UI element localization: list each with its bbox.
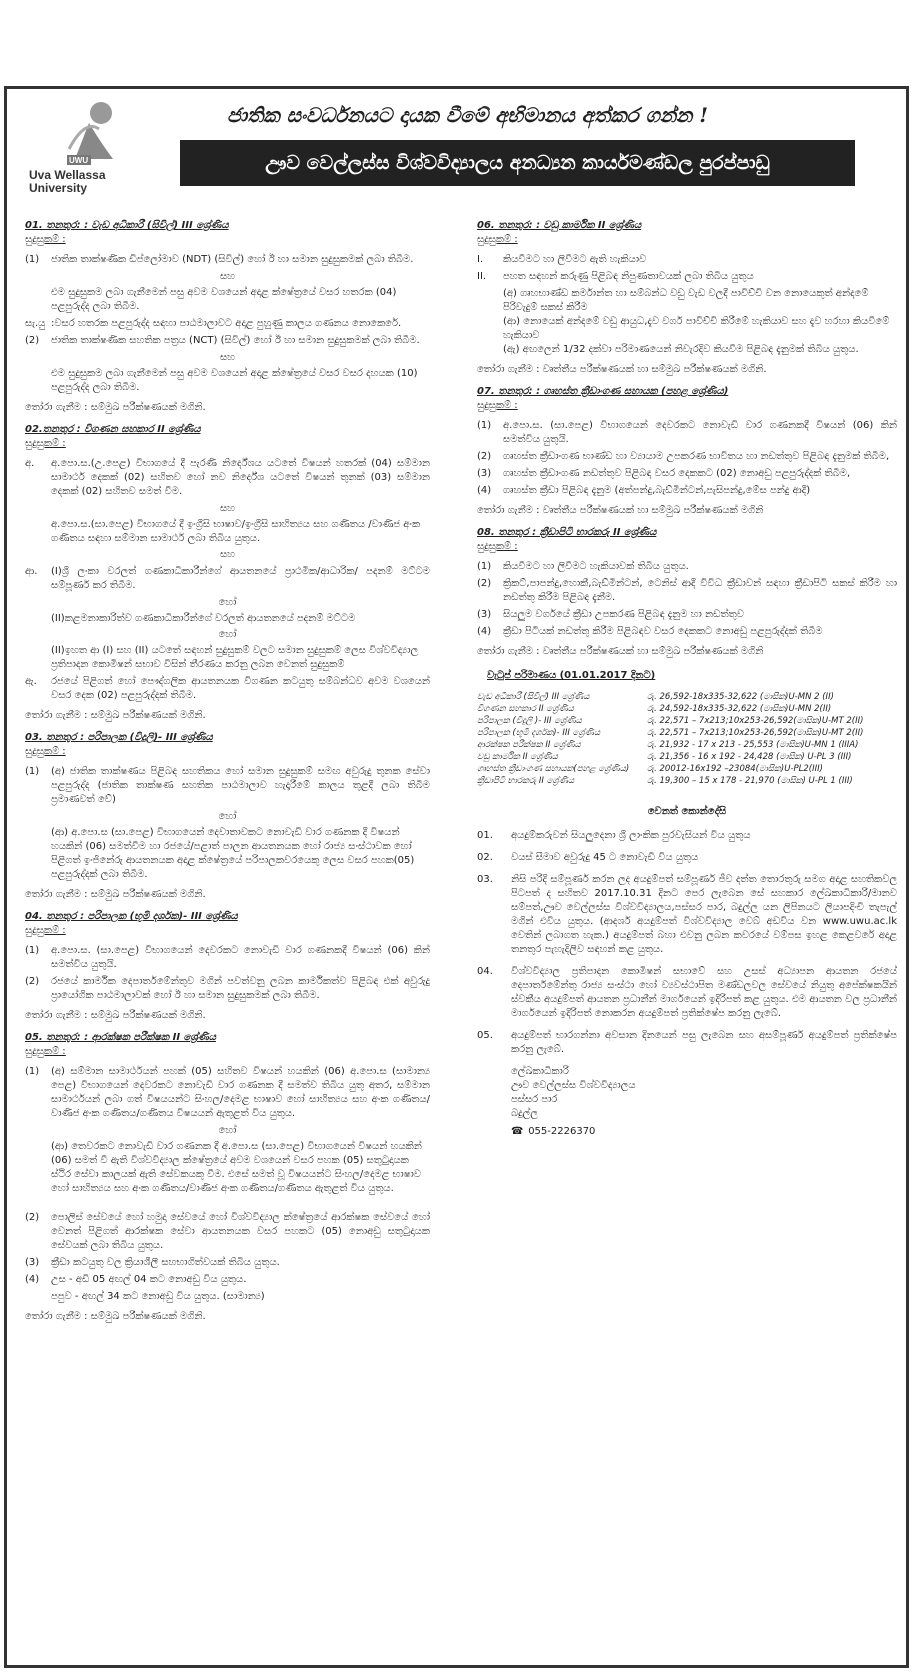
vacancy-section [25, 910, 430, 1023]
condition-item [477, 851, 897, 865]
condition-text: නිසි පරිදි සම්පූර්ණ කරන ලද අයදුම්පත් සම්පූර්ණ ජීව දත්ත තොරතුරු සමග අදාළ සහතිකවල පිටපත් ද සහිතව 2017.10.31 දිනට පෙර ලැබෙන සේ සහකාර ලේඛකාධිකාරි/මානව සම්පත්,ඌව වෙල්ලස්ස විශ්වවිද්‍යාලය,පස්සර පාර, බදුල්ල යන ලිපිනයට ලියාපදිංචි තැපැල් මගින් එවිය යුතුය. (ආදර්ශ අයදුම්පත් විශ්වවිද්‍යාල වෙබ් අඩවිය වන www.uwu.ac.lk වෙතින් ලබාගත හැක.) අයදුම්පත් බහා එවනු ලබන කවරයේ වම්පස ඉහළ කෙළවරේ අදාළ තනතුර පැහැදිලිව සඳහන් කළ යුතුය. [511, 874, 897, 955]
item-number: (4) [477, 485, 492, 496]
vacancy-section [477, 385, 897, 518]
item-text: ක්‍රීඩා කටයුතු වල ක්‍රියාශීලී සහභාගිත්වයක් තිබිය යුතුය. [51, 1257, 280, 1268]
condition-number: 05. [477, 1030, 493, 1041]
qualifications-label: සුදුසුකම් : [25, 234, 66, 245]
salary-post: ආරක්ෂක පරීක්ෂක II ශ්‍රේණිය [477, 740, 581, 750]
qualification-item [25, 675, 430, 703]
selection-method: තෝරා ගැනීම : වෘත්තීය පරීක්ෂණයක් හා සම්මුඛ පරීක්ෂණයක් මගිනි. [477, 364, 767, 375]
item-text: කියවීමට හා ලිවීමට හැකියාවක් තිබිය යුතුය. [503, 561, 689, 572]
item-text: ගෘහස්ත ක්‍රීඩා පිළිබඳ දැනුම (අත්පන්දු,බැඩ්මින්ටන්,පැසිපන්දු,මේස පන්දු ආදී) [503, 485, 811, 496]
item-text: අ.පො.ස. (සා.පෙළ) විභාගයෙන් දෙවරකට නොවැඩි වාර ගණනකදී විෂයන් (06) කින් සමත්විය යුතුයි. [503, 420, 897, 445]
conjunction: හෝ [218, 629, 237, 640]
salary-row [477, 763, 897, 775]
section-title: 08. තනතුර : ක්‍රීඩාපිටි භාරකරු II ශ්‍රේණිය [477, 527, 657, 538]
item-text: (අ) ජාතික තාක්ෂණය පිළිබඳ සහතිකය හෝ සමාන සුදුසුකම් සමඟ අවුරුදු තුනක සේවා පළපුරුද්ද (ජාතික තාක්ෂණ සහතික පාඨමාලාව හැදෑරීමේ කාලය තුළදී ලබා තිබීම ප්‍රමාණවත් වේ) [51, 766, 430, 805]
salary-row [477, 703, 897, 715]
address-block [511, 1065, 897, 1121]
qualification-item [477, 467, 897, 481]
logo-mark: UWU [69, 156, 89, 165]
item-number: (1) [25, 254, 40, 265]
salary-row [477, 691, 897, 703]
qualification-item [477, 484, 897, 498]
qualifications-label: සුදුසුකම් : [25, 1046, 66, 1057]
salary-table [477, 691, 897, 787]
other-conditions-list [477, 829, 897, 1057]
vacancy-section [25, 731, 430, 902]
qualification-item [25, 975, 430, 1003]
left-column [25, 219, 430, 1332]
qualifications-label: සුදුසුකම් : [477, 400, 518, 411]
qualifications-label: සුදුසුකම් : [477, 541, 518, 552]
sub-clause: (II)ඉහත ආ (I) සහ (II) යටතේ සඳහන් සුදුසුකම් වලට සමාන සුදුසුකම් ලෙස විශ්වවිද්‍යාල ප්‍රතිපාදන කොමිෂන් සභාව විසින් තීරණය කරනු ලබන වෙනත් සුදුසුකම් [51, 645, 419, 670]
section-title: 06. තනතුර: : වඩු කාර්මික II ශ්‍රේණිය [477, 220, 642, 231]
address-line: පස්සර පාර [511, 1094, 558, 1105]
item-number: ඇ. [25, 676, 37, 687]
sub-clause: (ඇ) අඟලෙන් 1/32 දක්වා පරිමාණයෙන් නිවැරදිව කියවීම පිළිබඳ දැනුමක් තිබිය යුතුය. [503, 344, 859, 355]
item-text: පොලිස් සේවයේ හෝ හමුදා සේවයේ හෝ විශ්වවිද්‍යාල ක්ෂේත්‍රයේ ආරක්ෂක සේවයේ හෝ වෙනත් පිළිගත් ආරක්ෂක සේවා ආයතනයක වසර පහකට (05) නොඅඩු සතුටුදායක සේවයක් ලබා තිබිය යුතුය. [51, 1212, 430, 1251]
selection-method: තෝරා ගැනීම : වෘත්තීය පරීක්ෂණයක් හා සම්මුඛ පරීක්ෂණයක් මගිනි [477, 646, 764, 657]
item-text: උස - අඩි 05 අඟල් 04 කට නොඅඩු විය යුතුය. [51, 1274, 247, 1285]
university-name: Uva Wellassa University [29, 168, 106, 195]
conjunction: හෝ [218, 597, 237, 608]
item-text: රජයේ පිළිගත් හෝ පෞද්ගලික ආයතනයක විගණන කටයුතු සම්බන්ධව අවම වශයෙන් වසර දෙක (02) පළපුරුද්දක් තිබීම. [51, 676, 430, 701]
qualification-item [477, 625, 897, 639]
item-number: (1) [477, 561, 492, 572]
condition-number: 02. [477, 852, 493, 863]
item-number: (1) [25, 766, 40, 777]
item-number: අ. [25, 458, 35, 469]
salary-post: පරිපාලක (භූමි දර්ශක)- III ශ්‍රේණිය [477, 728, 601, 738]
slogan: ජාතික සංවර්ධනයට දායක වීමේ අභිමානය අත්කර ගන්න ! [227, 103, 709, 127]
item-number: සැ.යු [25, 318, 46, 329]
condition-item [477, 965, 897, 1021]
qualification-item [477, 253, 897, 267]
telephone-icon: ☎ [511, 1126, 524, 1137]
sub-clause: (අ) ගෘහභාණ්ඩ කර්මාන්ත හා සම්බන්ධ වඩු වැඩ වලදී පාවිච්චි වන නොයෙකුත් අන්දමේ පිරිවැදුම් සකස් කිරීම [503, 288, 869, 313]
condition-item [477, 829, 897, 843]
item-number: I. [477, 254, 484, 265]
sub-clause: (ආ) තෙවරකට නොවැඩි වාර ගණනක දී අ.පො.ස (සා.පෙළ) විභාගයෙන් විෂයන් හයකින් (06) සමත් වී ඇති විශ්වවිද්‍යාල ක්ෂේත්‍රයේ අවම වශයෙන් වසර පහක (05) සතුටුදායක ස්ථිර සේවා කාලයක් ඇති සේවකයකු වීම. එසේ සමත් වූ විෂයයන්ට සිංහල/දෙමළ භාෂාව හෝ සාහිත්‍යය සහ අංක ගණිතය/වාණිජ අංක ගණිතය/ගණිතය ඇතුළත් විය යුතුය. [51, 1141, 422, 1194]
qualification-item [25, 317, 430, 331]
item-text: අ.පො.ස.(උ.පෙළ) විභාගයේ දී පැරණි නිර්දේශය යටතේ විෂයන් හතරක් (04) සම්මාන සාමාර්ථ දෙකක් (02) සහිතව හෝ නව නිර්දේශ යටතේ විෂයන් තුනක් (03) සම්මාන දෙකක් (02) සහිතව සමත් වීම. [51, 458, 430, 497]
salary-title: වැටුප් පරිමාණය (01.01.2017 දිනට) [487, 670, 656, 681]
qualification-item [25, 765, 430, 807]
qualification-item [25, 1065, 430, 1121]
conjunction: සහ [219, 549, 236, 560]
advertisement-frame [4, 86, 909, 1668]
item-number: (2) [25, 1212, 40, 1223]
vacancy-section [25, 423, 430, 723]
qualification-item [25, 1211, 430, 1253]
qualification-item [477, 270, 897, 284]
sub-clause: (ආ) අ.පො.ස (සා.පෙළ) විභාගයෙන් දෙවාතාවකට නොවැඩි වාර ගණනක දී විෂයන් හයකින් (06) සමත්වීම හා රජයේ/පළාත් පාලන ආයතනයක හෝ රාජ්‍ය සංස්ථාවක හෝ පිළිගත් ඉංජිනේරු ආයතනයක අදාළ ක්ෂේත්‍රයේ පරිපාලකවරයෙකු ලෙස වසර පහක(05) පළපුරුද්දක් ලබා තිබීම. [51, 827, 415, 880]
qualifications-label: සුදුසුකම් : [477, 234, 518, 245]
vacancy-section [25, 1031, 430, 1324]
vacancy-section [477, 219, 897, 377]
item-text: ජාතික තාක්ෂණික සහතික පත්‍රය (NCT) (සිවිල්) හෝ ඊ හා සමාන සුදුසුකමක් ලබා තිබීම. [51, 335, 420, 346]
salary-scale: රු. 19,300 – 15 x 178 - 21,970 (මාසික) U-PL 1 (III) [647, 776, 853, 786]
phone-number: 055-2226370 [528, 1126, 596, 1137]
address-line: ඌව වෙල්ලස්ස විශ්වවිද්‍යාලය [511, 1080, 636, 1091]
item-text: ක්‍රිකට්,පාපන්දු,හොකී,බැඩ්මින්ටන්, ටෙනිස් ආදී විවිධ ක්‍රීඩාවන් සඳහා ක්‍රීඩාපිටි සකස් කිරීම හා නඩත්තු කිරීම පිළිබඳ දැනීම. [503, 578, 897, 603]
qualifications-label: සුදුසුකම් : [25, 438, 66, 449]
item-number: ආ. [25, 566, 38, 577]
qualification-item [25, 565, 430, 593]
condition-text: වයස් සීමාව අවුරුදු 45 ට නොවැඩි විය යුතුය [511, 852, 699, 863]
university-emblem-icon [65, 99, 123, 165]
item-number: (3) [25, 1257, 40, 1268]
salary-scale: රු. 20012-16x192 –23084(මාසික)U-PL2(III) [647, 764, 823, 774]
vacancy-section [477, 526, 897, 659]
salary-scale: රු. 22,571 – 7x213;10x253-26,592(මාසික)U-MT 2(II) [647, 716, 864, 726]
sub-clause: (ආ) නොයෙක් අන්දමේ වඩු ආයුධ,දැව වර්ග පාවිච්චි කිරීමේ හැකියාව සහ දැව හරහා කියවීමේ හැකියාව [503, 316, 890, 341]
item-number: (2) [477, 578, 492, 589]
selection-method: තෝරා ගැනීම : වෘත්තීය පරීක්ෂණයක් හා සම්මුඛ පරීක්ෂණයක් මගිනි [477, 505, 764, 516]
qualification-item [477, 450, 897, 464]
item-number: (2) [477, 451, 492, 462]
item-text: (I)ශ්‍රී ලංකා වරලත් ගණකාධිකාරීන්ගේ ආයතනයේ ප්‍රාථමික/ආධාරික/ පදනම් මට්ටම සම්පූර්ණ කර තිබීම. [51, 566, 430, 591]
qualification-item [477, 560, 897, 574]
item-text: කියවීමට හා ලිවීමට ඇති හැකියාව [503, 254, 647, 265]
conjunction: හෝ [218, 1125, 237, 1136]
section-title: 04. තනතුර : පරිපාලක (භූමි දර්ශක)- III ශ්‍රේණිය [25, 911, 238, 922]
vacancy-banner: ඌව වෙල්ලස්ස විශ්වවිද්‍යාලය අනධ්‍යන කාර්යමණ්ඩල පුරප්පාඩු [180, 140, 855, 186]
item-number: (2) [25, 976, 40, 987]
salary-row [477, 715, 897, 727]
condition-text: අයදුම්පත් භාරගන්නා අවසාන දිනයෙන් පසු ලැබෙන සහ අසම්පූර්ණ අයදුම්පත් ප්‍රතික්ෂේප කරනු ලැබේ. [511, 1030, 897, 1055]
item-text: ජාතික තාක්ෂණික ඩිප්ලෝමාව (NDT) (සිවිල්) හෝ ඊ හා සමාන සුදුසුකමක් ලබා තිබීම. [51, 254, 414, 265]
conjunction: සහ [219, 503, 236, 514]
item-number: (1) [25, 1066, 40, 1077]
salary-row [477, 727, 897, 739]
salary-post: වැඩ අධිකාරී (සිවිල්) III ශ්‍රේණිය [477, 692, 590, 702]
salary-post: පරිපාලක (විදුලි )- III ශ්‍රේණිය [477, 716, 582, 726]
salary-row [477, 739, 897, 751]
salary-row [477, 751, 897, 763]
item-number: (4) [25, 1274, 40, 1285]
item-text: ගෘහස්ත ක්‍රීඩාංගණ භාණ්ඩ හා ව්‍යායාම උපකරණ භාවිතය හා නඩත්තුව පිළිබඳ දැනුමක් තිබීම, [503, 451, 890, 462]
qualification-item [477, 577, 897, 605]
sub-clause: අ.පො.ස.(සා.පෙළ) විභාගයේ දී ඉංග්‍රීසි භාෂාව/ඉංග්‍රීසි සාහිත්‍යය සහ ගණිතය /වාණිජ අංක ගණිතය සඳහා සම්මාන සාමාර්ථ ලබා තිබිය යුතුය. [51, 519, 421, 544]
salary-scale: රු. 26,592-18x335-32,622 (මාසික)U-MN 2 (II) [647, 692, 834, 702]
conjunction: සහ [219, 352, 236, 363]
section-title: 03. තනතුර : පරිපාලක (විදුලි)- III ශ්‍රේණිය [25, 732, 213, 743]
item-text: :වසර හතරක පළපුරුද්ද සඳහා පාඨමාලාවට අදාළ පුහුණු කාලය ගණනය නොකෙරේ. [51, 318, 402, 329]
condition-text: විශ්වවිද්‍යාල ප්‍රතිපාදන කොමිෂන් සභාවේ සහ උසස් අධ්‍යාපන ආයතන රජයේ දෙපාර්තමේන්තු රාජ්‍ය සංස්ථා හෝ ව්‍යවස්ථාපිත මණ්ඩලවල සේවයේ නියුතු අපේක්ෂකයින් ස්වකීය අයදුම්පත් ආයතන ප්‍රධානීන් මාර්ගයෙන් ඉදිරිපත් කළ යුතුය. එම ආයතන වල ප්‍රධානීන් මාර්ගයෙන් ඉදිරිපත් නොකරන අයදුම්පත් ප්‍රතික්ෂේප කරනු ලැබේ. [511, 966, 897, 1019]
header [7, 89, 906, 199]
condition-number: 04. [477, 966, 493, 977]
salary-scale: රු. 21,932 - 17 x 213 - 25,553 (මාසික)U-MN 1 (IIIA) [647, 740, 859, 750]
item-text: ක්‍රීඩා පිටියක් නඩත්තු කිරීම පිළිබඳව වසර දෙකකට නොඅඩු පළපුරුද්දක් තිබීම [503, 626, 823, 637]
other-conditions-title: වෙනත් කොන්දේසි [647, 806, 727, 817]
qualification-item [25, 944, 430, 972]
selection-method: තෝරා ගැනීම : සම්මුඛ පරීක්ෂණයක් මගිනි. [25, 402, 206, 413]
selection-method: තෝරා ගැනීම : සම්මුඛ පරීක්ෂණයක් මගිනි. [25, 1311, 206, 1322]
item-number: (1) [25, 945, 40, 956]
address-line: බදුල්ල [511, 1108, 538, 1119]
qualification-item [25, 334, 430, 348]
sub-clause: එම සුදුසුකම ලබා ගැනීමෙන් පසු අවම වශයෙන් අදාළ ක්ෂේත්‍රයේ වසර හතරක (04) පළපුරුද්ද ලබා තිබීම. [51, 287, 397, 312]
item-text: අ.පො.ස. (සා.පෙළ) විභාගයෙන් දෙවරකට නොවැඩි වාර ගණනකදී විෂයන් (06) කින් සමත්විය යුතුයි. [51, 945, 430, 970]
qualification-item [25, 1256, 430, 1270]
section-title: 05. තනතුර: : ආරක්ෂක පරීක්ෂක II ශ්‍රේණිය [25, 1032, 216, 1043]
section-title: 01. තනතුර: : වැඩ අධිකාරී (සිවිල්) III ශ්‍රේණිය [25, 220, 229, 231]
item-text: (අ) සම්මාන සාමාර්ථයන් පහක් (05) සහිතව විෂයන් හයකින් (06) අ.පො.ස (සාමාන්‍ය පෙළ) විභාගයෙන් දෙවරකට නොවැඩි වාර ගණනක දී සමත්ව තිබිය යුතු අතර, සම්මාන සාමාර්ථයන් ලබා ගත් විෂයයන්ට සිංහල/දෙමළ භාෂාව හෝ සාහිත්‍යය සහ අංක ගණිතය/වාණිජ අංක ගණිතය/ගණිතය විෂයයන් ඇතුළත් විය යුතුය. [51, 1066, 430, 1119]
section-title: 02.තනතුර : විගණන සහකාර II ශ්‍රේණිය [25, 424, 201, 435]
qualifications-label: සුදුසුකම් : [25, 746, 66, 757]
salary-scale: රු. 21,356 - 16 x 192 - 24,428 (මාසික) U-PL 3 (III) [647, 752, 852, 762]
phone-line [511, 1125, 897, 1139]
vacancy-section [25, 219, 430, 415]
item-number: II. [477, 271, 487, 282]
item-number: (4) [477, 626, 492, 637]
item-text: රජයේ කාර්මික දෙපාර්තමේන්තුව මගින් පවත්වනු ලබන කාර්මිකත්ව පිළිබඳ එක් අවුරුදු ප්‍රායෝගික පාඨමාලාවක් හෝ ඊ හා සමාන සුදුසුකමක් ලබා තිබීම. [51, 976, 430, 1001]
item-text: සියලුම වර්ගයේ ක්‍රීඩා උපකරණ පිළිබඳ දැනුම හා නඩත්තුව [503, 609, 744, 620]
conjunction: හෝ [218, 811, 237, 822]
item-text: පහත සඳහන් කරුණු පිළිබඳ නිපුණතාවයක් ලබා තිබිය යුතුය [503, 271, 754, 282]
condition-number: 03. [477, 874, 493, 885]
university-logo [29, 99, 159, 199]
item-number: (3) [477, 468, 492, 479]
salary-post: ක්‍රීඩාපිටි භාරකරු II ශ්‍රේණිය [477, 776, 575, 786]
spacer [25, 1196, 430, 1208]
qualification-item [477, 608, 897, 622]
salary-scale: රු. 24,592-18x335-32,622 (මාසික)U-MN 2(II) [647, 704, 832, 714]
sub-clause: පපුව - අඟල් 34 කට නොඅඩු විය යුතුය. (සාමාන්‍ය) [51, 1291, 265, 1302]
item-number: (2) [25, 335, 40, 346]
conjunction: සහ [219, 271, 236, 282]
address-line: ලේඛකාධිකාරි [511, 1066, 569, 1077]
qualification-item [25, 457, 430, 499]
condition-number: 01. [477, 830, 493, 841]
salary-post: වඩු කාර්මික II ශ්‍රේණිය [477, 752, 558, 762]
qualification-item [25, 1273, 430, 1287]
selection-method: තෝරා ගැනීම : සම්මුඛ පරීක්ෂණයක් මගිනි. [25, 710, 206, 721]
qualifications-label: සුදුසුකම් : [25, 925, 66, 936]
item-text: ගෘහස්ත ක්‍රීඩාංගණ නඩත්තුව පිළිබඳ වසර දෙකකට (02) නොඅඩු පළපුරුද්දක් තිබීම, [503, 468, 851, 479]
sub-clause: (II)කළමනාකාරිත්ව ගණකාධිකාරීන්ගේ වරලත් ආයතනයේ පදනම් මට්ටම [51, 613, 356, 624]
salary-scale: රු. 22,571 – 7x213;10x253-26,592(මාසික)U-MT 2(II) [647, 728, 864, 738]
selection-method: තෝරා ගැනීම : සම්මුඛ පරීක්ෂණයක් මගිනි. [25, 889, 206, 900]
condition-text: අයදුම්කරුවන් සියලුදෙනා ශ්‍රී ලාංකික පුරවැසියන් විය යුතුය [511, 830, 751, 841]
salary-row [477, 775, 897, 787]
section-title: 07. තනතුර: : ගෘහස්ත ක්‍රීඩාංගණ සහායක (පහළ ශ්‍රේණිය) [477, 386, 729, 397]
qualification-item [25, 253, 430, 267]
condition-item [477, 873, 897, 957]
salary-post: ගෘහස්ත ක්‍රීඩාංගණ සහායක(පහළ ශ්‍රේණිය) [477, 764, 630, 774]
item-number: (3) [477, 609, 492, 620]
right-sections [477, 219, 897, 659]
right-column [477, 219, 897, 1139]
salary-post: විගණන සහකාර II ශ්‍රේණිය [477, 704, 574, 714]
item-number: (1) [477, 420, 492, 431]
condition-item [477, 1029, 897, 1057]
selection-method: තෝරා ගැනීම : සම්මුඛ පරීක්ෂණයක් මගිනි. [25, 1010, 206, 1021]
qualification-item [477, 419, 897, 447]
sub-clause: එම සුදුසුකම ලබා ගැනීමෙන් පසු අවම වශයෙන් අදාළ ක්ෂේත්‍රයේ වසර වසර දහයක (10) පළපුරුද්ද ලබා තිබීම. [51, 368, 418, 393]
